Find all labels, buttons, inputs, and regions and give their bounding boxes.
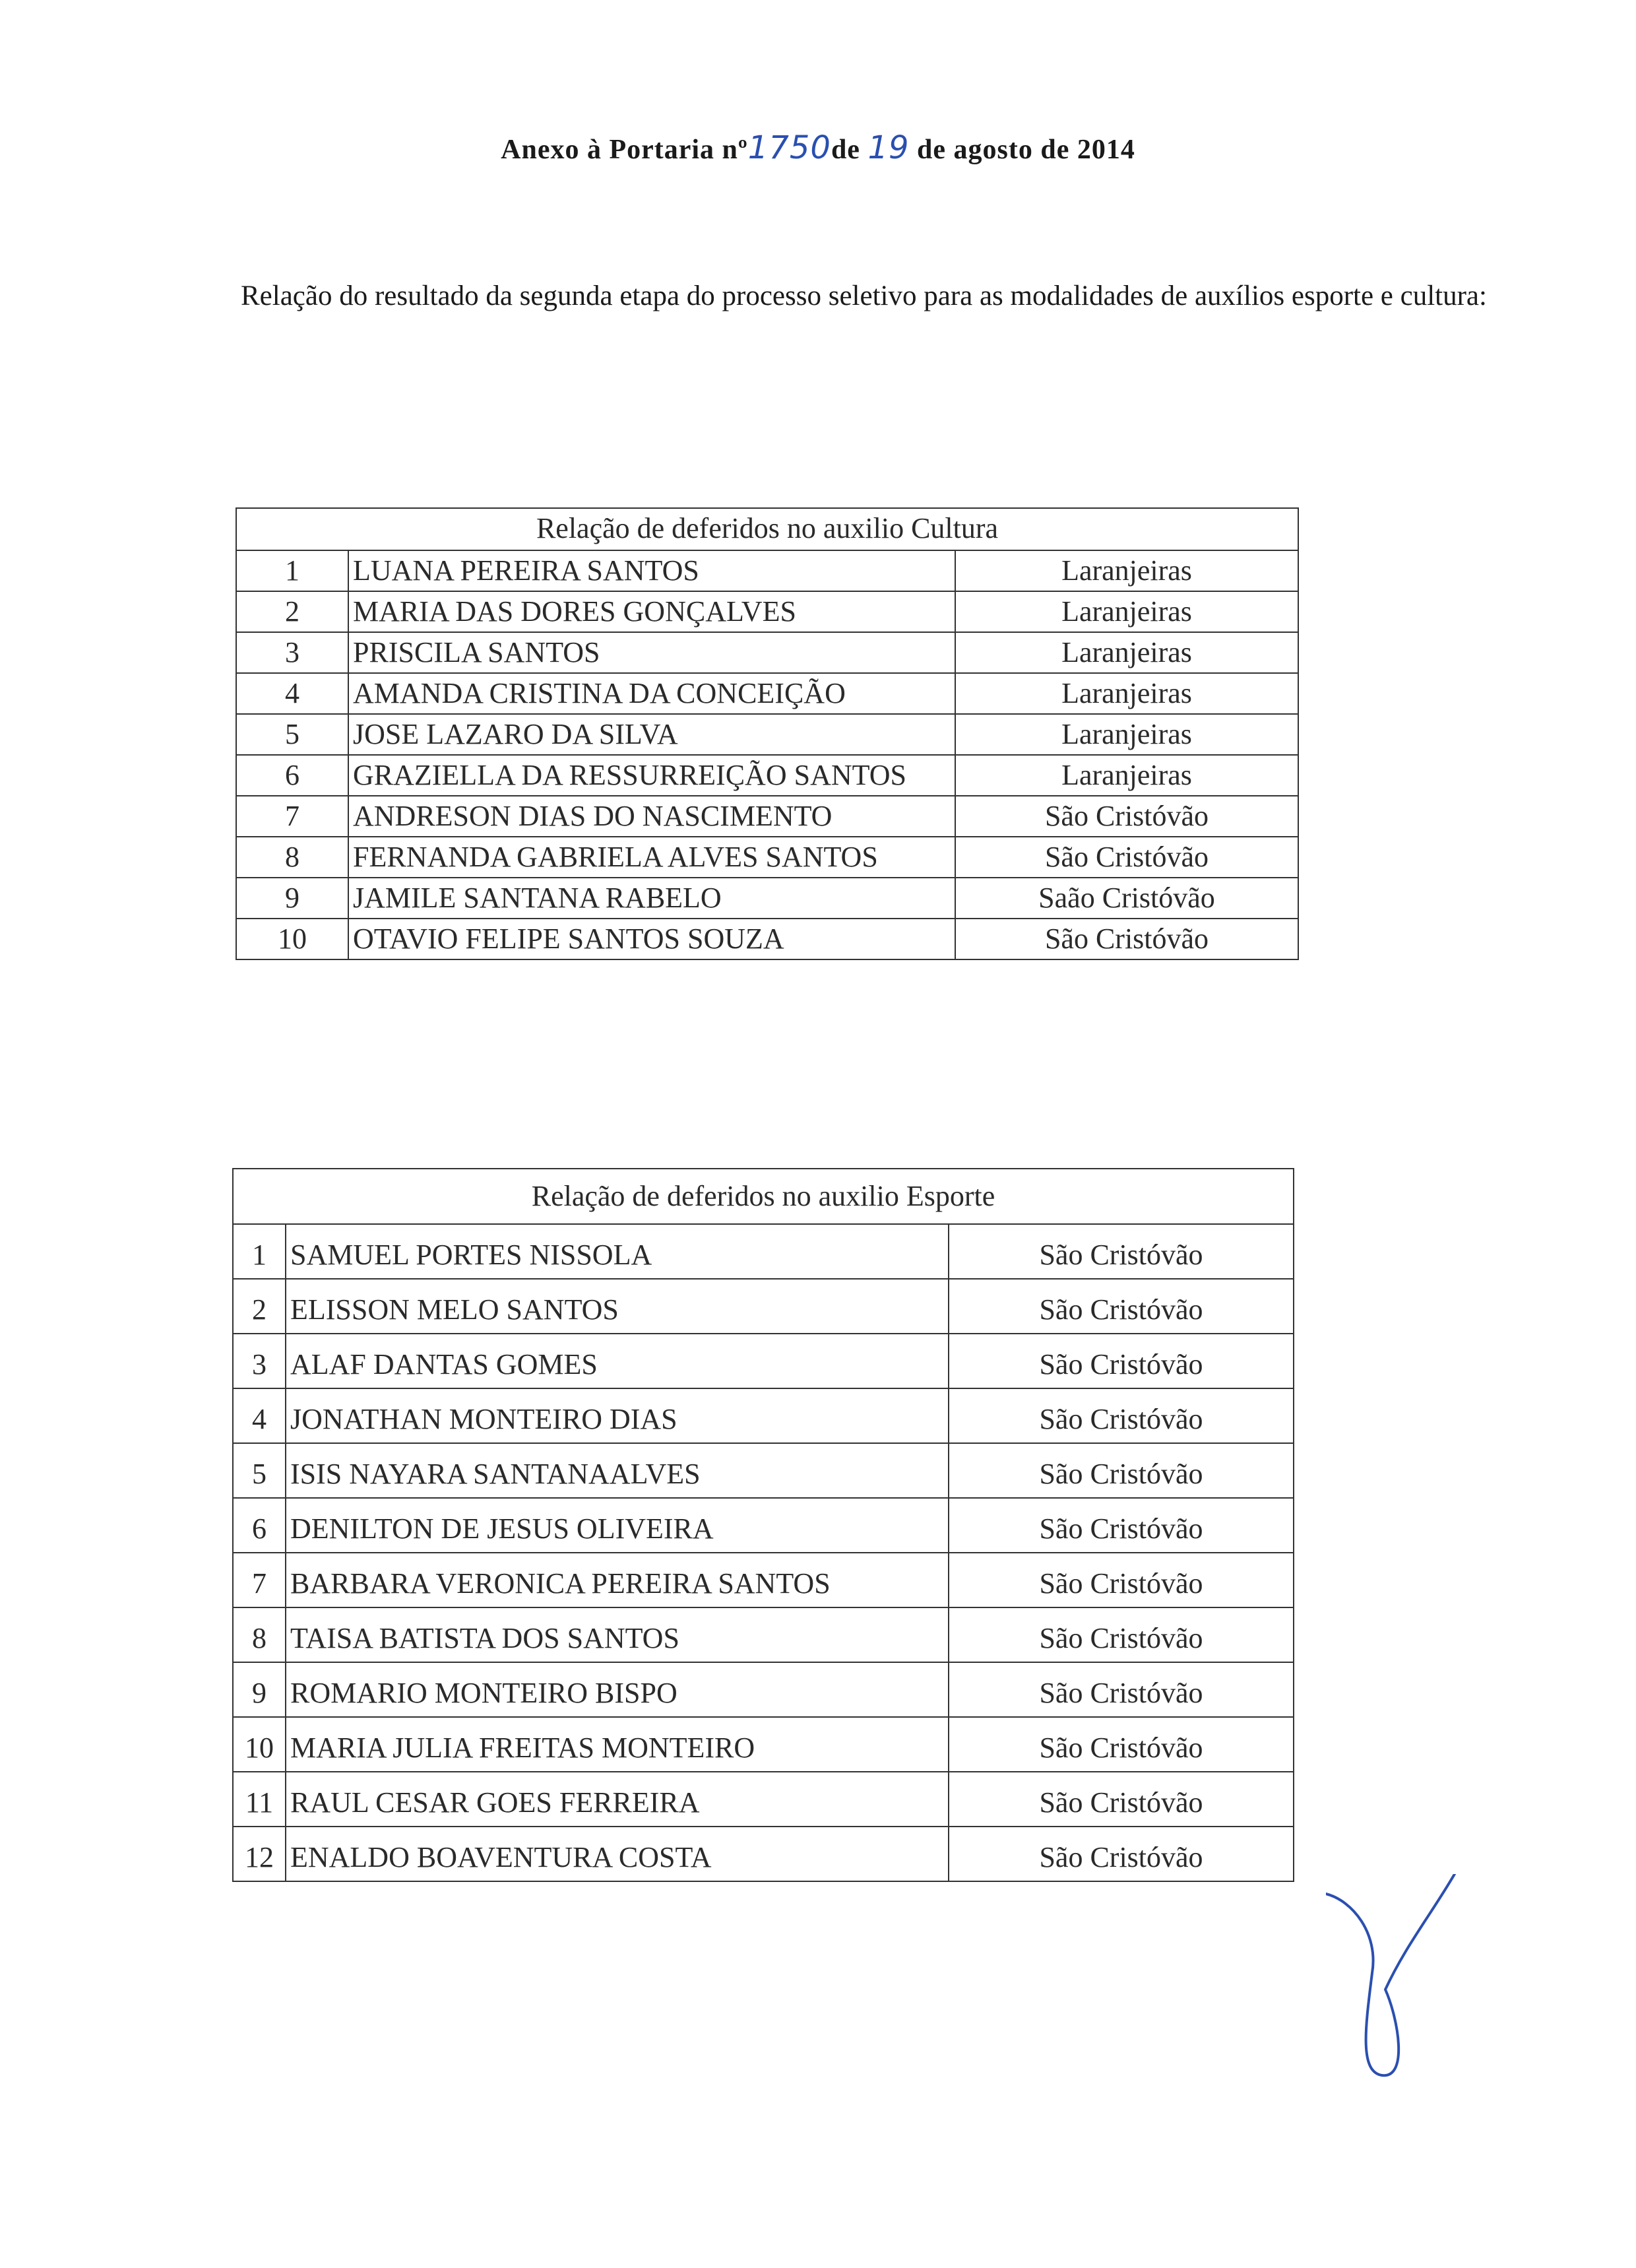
row-number: 2: [233, 1279, 286, 1334]
row-number: 8: [233, 1607, 286, 1662]
beneficiary-name: TAISA BATISTA DOS SANTOS: [286, 1607, 949, 1662]
campus-name: Laranjeiras: [955, 714, 1298, 755]
beneficiary-name: MARIA JULIA FREITAS MONTEIRO: [286, 1717, 949, 1772]
campus-name: São Cristóvão: [955, 796, 1298, 837]
table-row: [236, 837, 1298, 878]
table-row: [236, 673, 1298, 714]
beneficiary-name: ALAF DANTAS GOMES: [286, 1334, 949, 1388]
table-row: [236, 550, 1298, 591]
campus-name: São Cristóvão: [949, 1662, 1294, 1717]
table-row: [233, 1334, 1294, 1388]
row-number: 10: [233, 1717, 286, 1772]
beneficiary-name: PRISCILA SANTOS: [348, 632, 955, 673]
beneficiary-name: ROMARIO MONTEIRO BISPO: [286, 1662, 949, 1717]
row-number: 9: [233, 1662, 286, 1717]
campus-name: São Cristóvão: [949, 1498, 1294, 1553]
beneficiary-name: FERNANDA GABRIELA ALVES SANTOS: [348, 837, 955, 878]
campus-name: São Cristóvão: [949, 1224, 1294, 1279]
table-row: [233, 1224, 1294, 1279]
table-row: [233, 1717, 1294, 1772]
campus-name: Laranjeiras: [955, 550, 1298, 591]
cultura-caption-row: [236, 508, 1298, 550]
campus-name: Laranjeiras: [955, 673, 1298, 714]
campus-name: São Cristóvão: [949, 1607, 1294, 1662]
campus-name: São Cristóvão: [955, 837, 1298, 878]
esporte-table: [232, 1168, 1294, 1882]
campus-name: Laranjeiras: [955, 591, 1298, 632]
beneficiary-name: BARBARA VERONICA PEREIRA SANTOS: [286, 1553, 949, 1607]
beneficiary-name: AMANDA CRISTINA DA CONCEIÇÃO: [348, 673, 955, 714]
campus-name: São Cristóvão: [949, 1334, 1294, 1388]
row-number: 1: [236, 550, 348, 591]
title-prefix: Anexo à Portaria nº: [501, 135, 748, 165]
table-row: [236, 632, 1298, 673]
table-row: [233, 1498, 1294, 1553]
beneficiary-name: OTAVIO FELIPE SANTOS SOUZA: [348, 919, 955, 959]
beneficiary-name: MARIA DAS DORES GONÇALVES: [348, 591, 955, 632]
esporte-caption-row: [233, 1169, 1294, 1224]
beneficiary-name: JONATHAN MONTEIRO DIAS: [286, 1388, 949, 1443]
row-number: 5: [233, 1443, 286, 1498]
beneficiary-name: LUANA PEREIRA SANTOS: [348, 550, 955, 591]
row-number: 7: [236, 796, 348, 837]
beneficiary-name: ENALDO BOAVENTURA COSTA: [286, 1827, 949, 1881]
page-title: [0, 129, 1636, 166]
table-row: [236, 755, 1298, 796]
campus-name: São Cristóvão: [949, 1717, 1294, 1772]
table-row: [233, 1553, 1294, 1607]
table-row: [236, 878, 1298, 919]
table-row: [233, 1443, 1294, 1498]
table-row: [233, 1279, 1294, 1334]
row-number: 6: [236, 755, 348, 796]
table-row: [233, 1607, 1294, 1662]
campus-name: São Cristóvão: [955, 919, 1298, 959]
row-number: 7: [233, 1553, 286, 1607]
beneficiary-name: ELISSON MELO SANTOS: [286, 1279, 949, 1334]
title-suffix: de agosto de 2014: [917, 135, 1135, 165]
campus-name: São Cristóvão: [949, 1279, 1294, 1334]
row-number: 6: [233, 1498, 286, 1553]
table-row: [236, 591, 1298, 632]
cultura-caption: Relação de deferidos no auxilio Cultura: [236, 508, 1298, 550]
beneficiary-name: GRAZIELLA DA RESSURREIÇÃO SANTOS: [348, 755, 955, 796]
campus-name: São Cristóvão: [949, 1772, 1294, 1827]
portaria-number: 1750: [747, 129, 831, 166]
beneficiary-name: ISIS NAYARA SANTANAALVES: [286, 1443, 949, 1498]
table-row: [233, 1662, 1294, 1717]
beneficiary-name: JAMILE SANTANA RABELO: [348, 878, 955, 919]
beneficiary-name: SAMUEL PORTES NISSOLA: [286, 1224, 949, 1279]
signature-icon: [1326, 1874, 1484, 2085]
campus-name: São Cristóvão: [949, 1388, 1294, 1443]
row-number: 12: [233, 1827, 286, 1881]
table-row: [233, 1388, 1294, 1443]
cultura-table: [236, 507, 1299, 960]
row-number: 5: [236, 714, 348, 755]
row-number: 3: [236, 632, 348, 673]
campus-name: São Cristóvão: [949, 1827, 1294, 1881]
campus-name: Laranjeiras: [955, 755, 1298, 796]
table-row: [236, 714, 1298, 755]
campus-name: Saão Cristóvão: [955, 878, 1298, 919]
table-row: [236, 796, 1298, 837]
portaria-day: 19: [867, 129, 910, 166]
table-row: [233, 1827, 1294, 1881]
row-number: 3: [233, 1334, 286, 1388]
row-number: 8: [236, 837, 348, 878]
row-number: 1: [233, 1224, 286, 1279]
table-row: [233, 1772, 1294, 1827]
beneficiary-name: DENILTON DE JESUS OLIVEIRA: [286, 1498, 949, 1553]
esporte-caption: Relação de deferidos no auxilio Esporte: [233, 1169, 1294, 1224]
row-number: 10: [236, 919, 348, 959]
campus-name: São Cristóvão: [949, 1443, 1294, 1498]
campus-name: São Cristóvão: [949, 1553, 1294, 1607]
intro-paragraph: Relação do resultado da segunda etapa do processo seletivo para as modalidades de auxílios esporte e cultura:: [241, 280, 1487, 311]
row-number: 11: [233, 1772, 286, 1827]
row-number: 9: [236, 878, 348, 919]
beneficiary-name: JOSE LAZARO DA SILVA: [348, 714, 955, 755]
beneficiary-name: ANDRESON DIAS DO NASCIMENTO: [348, 796, 955, 837]
row-number: 2: [236, 591, 348, 632]
title-mid: de: [831, 135, 860, 165]
row-number: 4: [236, 673, 348, 714]
table-row: [236, 919, 1298, 959]
campus-name: Laranjeiras: [955, 632, 1298, 673]
beneficiary-name: RAUL CESAR GOES FERREIRA: [286, 1772, 949, 1827]
row-number: 4: [233, 1388, 286, 1443]
